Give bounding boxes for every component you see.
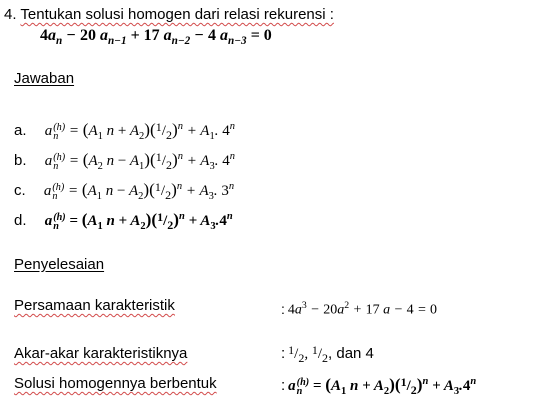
answer-heading: Jawaban: [14, 70, 75, 87]
recurrence-relation: $4a_n - 20$ $a_{n-1} + 17$ $a_{n-2} - 4$ $a_{n-3} = 0$: [40, 27, 272, 48]
question-number: 4.: [4, 6, 17, 23]
option-letter: c.: [14, 182, 26, 199]
char-eq-label: Persamaan karakteristik: [14, 297, 175, 314]
question-text: Tentukan solusi homogen dari relasi rekurensi :: [20, 6, 334, 23]
solution-heading: Penyelesaian: [14, 256, 105, 273]
option-a[interactable]: a. a (h) n = ($A_1$ $n + A_2)(^1/_2)^n + A_1$. 4$^n$: [14, 120, 235, 142]
roots-value: : $^1/_2$, $^1/_2$, dan 4: [281, 343, 374, 365]
option-b[interactable]: b. a (h) n = ($A_2$ $n - A_1)(^1/_2)^n + A_3$. 4$^n$: [14, 150, 235, 172]
option-letter: b.: [14, 152, 27, 169]
form-value: : a (h) n = ($A_1$ $n + A_2)(^1/_2)^n + A_3.4^n$: [281, 375, 477, 397]
question-line: [4, 6, 334, 24]
option-letter: d.: [14, 212, 27, 229]
option-d[interactable]: d. a (h) n = ($A_1$ $n + A_2)(^1/_2)^n + A_3.4^n$: [14, 210, 233, 232]
form-label: Solusi homogennya berbentuk: [14, 375, 217, 392]
char-eq-value: : $4a^3 - 20a^2 + 17$ a − 4 = 0: [281, 300, 438, 318]
roots-label: Akar-akar karakteristiknya: [14, 345, 188, 362]
option-letter: a.: [14, 122, 27, 139]
option-c[interactable]: c. a (h) n = ($A_1$ $n - A_2)(^1/_2)^n + A_3$. 3$^n$: [14, 180, 235, 202]
